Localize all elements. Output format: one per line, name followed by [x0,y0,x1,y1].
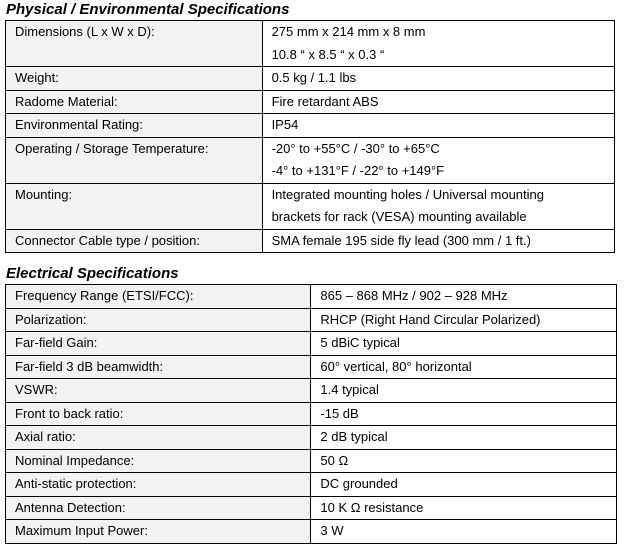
table-row [6,449,617,473]
table-row [6,114,615,138]
spec-value [262,67,614,91]
physical-section-title: Physical / Environmental Specifications [6,1,290,18]
table-row [6,379,617,403]
spec-label: VSWR: [6,379,311,403]
table-row [6,473,617,497]
spec-label: Weight: [6,67,263,91]
spec-label: Connector Cable type / position: [6,229,263,253]
table-row [6,402,617,426]
table-row [6,67,615,91]
spec-value: RHCP (Right Hand Circular Polarized) [311,308,617,332]
spec-value-line: -20° to +55°C / -30° to +65°C [271,140,440,156]
spec-label: Maximum Input Power: [6,520,311,544]
table-row [6,332,617,356]
spec-value [262,229,614,253]
spec-label: Far-field 3 dB beamwidth: [6,355,311,379]
spec-value: -15 dB [311,402,617,426]
spec-value [262,183,614,229]
spec-value-line: SMA female 195 side fly lead (300 mm / 1 ft.) [271,232,531,248]
spec-value: 5 dBiC typical [311,332,617,356]
spec-value: 2 dB typical [311,426,617,450]
spec-value: 1.4 typical [311,379,617,403]
spec-value: DC grounded [311,473,617,497]
electrical-section-title: Electrical Specifications [6,265,179,282]
physical-spec-table [5,20,615,253]
table-row [6,229,615,253]
table-row [6,520,617,544]
spec-value: 10 K Ω resistance [311,496,617,520]
electrical-spec-table [5,284,617,544]
spec-label: Nominal Impedance: [6,449,311,473]
spec-value-line: brackets for rack (VESA) mounting available [271,209,527,224]
spec-label: Frequency Range (ETSI/FCC): [6,285,311,309]
table-row [6,90,615,114]
spec-value-line: 0.5 kg / 1.1 lbs [271,70,357,85]
spec-value-line: -4° to +131°F / -22° to +149°F [271,163,445,178]
table-row [6,137,615,183]
spec-value [262,90,614,114]
spec-value: 50 Ω [311,449,617,473]
spec-value [262,114,614,138]
spec-label: Dimensions (L x W x D): [6,21,263,67]
spec-value-line: 10.8 “ x 8.5 “ x 0.3 “ [271,46,385,62]
spec-label: Operating / Storage Temperature: [6,137,263,183]
spec-value-line: Integrated mounting holes / Universal mounting [271,186,544,202]
spec-value [262,137,614,183]
table-row [6,21,615,67]
spec-value: 60° vertical, 80° horizontal [311,355,617,379]
spec-label: Environmental Rating: [6,114,263,138]
spec-value [262,21,614,67]
table-row [6,285,617,309]
spec-label: Axial ratio: [6,426,311,450]
spec-value-line: 275 mm x 214 mm x 8 mm [271,24,426,39]
spec-label: Radome Material: [6,90,263,114]
table-row [6,308,617,332]
table-row [6,355,617,379]
spec-value-line: Fire retardant ABS [271,93,379,109]
table-row [6,183,615,229]
spec-value: 3 W [311,520,617,544]
spec-label: Anti-static protection: [6,473,311,497]
spec-value: 865 – 868 MHz / 902 – 928 MHz [311,285,617,309]
spec-label: Far-field Gain: [6,332,311,356]
spec-label: Antenna Detection: [6,496,311,520]
spec-label: Front to back ratio: [6,402,311,426]
spec-label: Polarization: [6,308,311,332]
table-row [6,426,617,450]
spec-value-line: IP54 [271,117,299,132]
spec-label: Mounting: [6,183,263,229]
table-row [6,496,617,520]
